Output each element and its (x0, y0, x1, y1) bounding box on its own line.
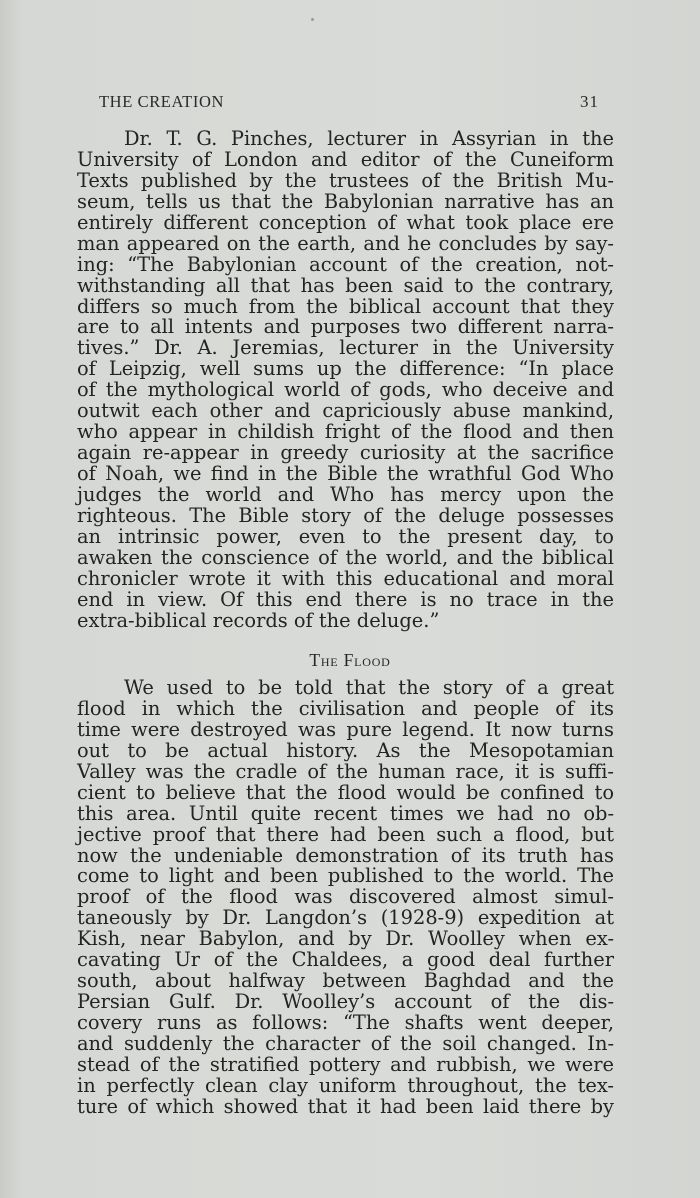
text-line: University of London and editor of the Cuneiform (77, 147, 614, 171)
text-line: now the undeniable demonstration of its truth has (77, 843, 614, 867)
text-line: Valley was the cradle of the human race, it is suffi- (77, 759, 614, 783)
text-line: out to be actual history. As the Mesopotamian (77, 738, 614, 762)
text-line: judges the world and Who has mercy upon the (77, 482, 614, 506)
text-line: man appeared on the earth, and he concludes by say- (77, 231, 614, 255)
text-line: and suddenly the character of the soil changed. In- (77, 1031, 614, 1055)
text-line: cient to believe that the flood would be confined to (77, 780, 614, 804)
running-head (99, 92, 599, 114)
text-line: of Noah, we find in the Bible the wrathful God Who (77, 462, 614, 485)
text-line: We used to be told that the story of a great (124, 676, 614, 699)
text-line: Texts published by the trustees of the British Mu- (77, 168, 614, 192)
running-title: THE CREATION (99, 92, 224, 111)
text-line: ing: “The Babylonian account of the creation, not- (77, 252, 614, 276)
section-heading: The Flood (309, 650, 391, 670)
text-line: come to light and been published to the world. The (77, 864, 614, 888)
paragraph-the-flood (77, 678, 614, 1118)
text-line: again re-appear in greedy curiosity at the sacrifice (77, 441, 614, 465)
text-line: in perfectly clean clay uniform throughout, the tex- (77, 1073, 614, 1097)
text-line: tives.” Dr. A. Jeremias, lecturer in the University (77, 336, 614, 360)
text-line: are to all intents and purposes two different narra- (77, 315, 614, 339)
text-line: this area. Until quite recent times we had no ob- (77, 801, 614, 825)
text-line: who appear in childish fright of the flood and then (77, 420, 614, 444)
page-number: 31 (580, 92, 599, 111)
text-line: seum, tells us that the Babylonian narrative has an (77, 189, 614, 213)
text-line: Dr. T. G. Pinches, lecturer in Assyrian in the (124, 127, 614, 150)
text-line: taneously by Dr. Langdon’s (1928-9) expedition at (77, 906, 614, 930)
text-line: of the mythological world of gods, who deceive and (77, 378, 614, 402)
text-line: outwit each other and capriciously abuse mankind, (77, 399, 614, 423)
text-line: time were destroyed was pure legend. It now turns (77, 717, 614, 741)
text-line: proof of the flood was discovered almost simul- (77, 885, 614, 909)
text-line: covery runs as follows: “The shafts went deeper, (77, 1011, 614, 1034)
text-line: Persian Gulf. Dr. Woolley’s account of the dis- (77, 990, 614, 1014)
text-line: end in view. Of this end there is no trace in the (77, 587, 614, 611)
text-line: entirely different conception of what took place ere (77, 210, 614, 234)
text-line: ture of which showed that it had been laid there by (77, 1094, 614, 1118)
text-line: differs so much from the biblical account that they (77, 294, 614, 318)
text-line: righteous. The Bible story of the deluge possesses (77, 503, 614, 527)
text-line: awaken the conscience of the world, and the biblical (77, 545, 614, 569)
text-line: Kish, near Babylon, and by Dr. Woolley when ex- (77, 927, 614, 951)
text-line: cavating Ur of the Chaldees, a good deal further (77, 948, 614, 972)
text-line: withstanding all that has been said to the contrary, (77, 273, 614, 297)
text-line: chronicler wrote it with this educational and moral (77, 566, 614, 590)
paragraph-pinches-jeremias (77, 129, 614, 632)
text-line: south, about halfway between Baghdad and the (77, 969, 614, 993)
text-line: jective proof that there had been such a flood, but (77, 822, 614, 846)
text-line: extra-biblical records of the deluge.” (77, 608, 440, 632)
text-line: stead of the stratified pottery and rubbish, we were (77, 1052, 614, 1076)
text-line: an intrinsic power, even to the present day, to (77, 524, 614, 548)
text-line: flood in which the civilisation and people of its (77, 696, 614, 720)
paper-speck (311, 18, 314, 21)
text-line: of Leipzig, well sums up the difference: “In place (77, 357, 614, 381)
